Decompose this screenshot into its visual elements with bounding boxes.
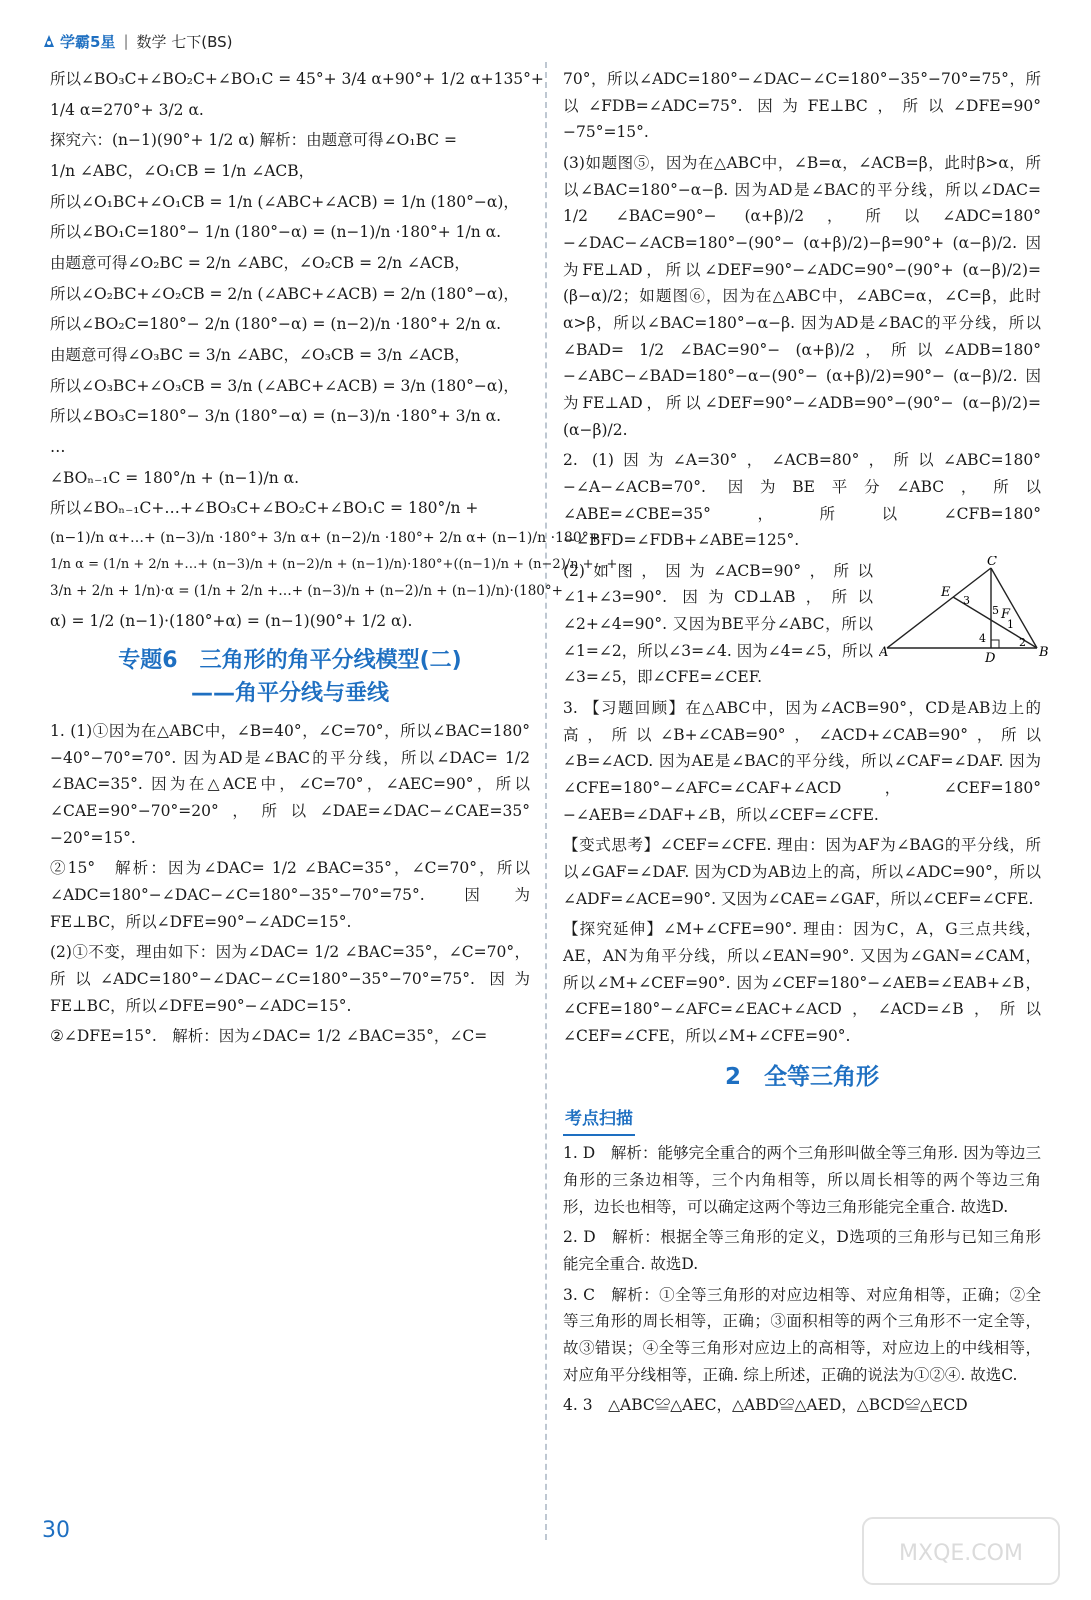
text-line: α) = 1/2 (n−1)·(180°+α) = (n−1)(90°+ 1/2 α). bbox=[50, 611, 413, 630]
text-line: … bbox=[50, 437, 66, 456]
text-line: 所以∠BO₃C+∠BO₂C+∠BO₁C = 45°+ 3/4 α+90°+ 1/2 α+135°+ bbox=[50, 70, 544, 88]
text-line: 1/n α = (1/n + 2/n +…+ (n−3)/n + (n−2)/n + (n−1)/n)·180°+((n−1)/n + (n−2)/n +…+ bbox=[50, 556, 618, 572]
paragraph: 1. D 解析：能够完全重合的两个三角形叫做全等三角形. 因为等边三角形的三条边相等，三个内角相等，所以周长相等的两个等边三角形，边长也相等，可以确定这两个等边三角形能完全重合. 故选D. bbox=[563, 1144, 1041, 1216]
text-line: 所以∠O₃BC+∠O₃CB = 3/n (∠ABC+∠ACB) = 3/n (180°−α)， bbox=[50, 376, 519, 395]
header-separator: | bbox=[123, 32, 129, 50]
figure-label: 1 bbox=[1007, 617, 1014, 631]
brand-name: 学霸5星 bbox=[60, 32, 116, 51]
figure-label: F bbox=[1001, 606, 1011, 622]
figure-label: C bbox=[987, 555, 997, 569]
figure-label: A bbox=[879, 644, 889, 660]
text-line: 所以∠BO₃C=180°− 3/n (180°−α) = (n−3)/n ·180°+ 3/n α. bbox=[50, 407, 502, 426]
figure-label: B bbox=[1039, 644, 1049, 660]
figure-label: 5 bbox=[992, 603, 999, 617]
text-line: 由题意可得∠O₃BC = 3/n ∠ABC，∠O₃CB = 3/n ∠ACB， bbox=[50, 345, 470, 364]
section-heading: 2 全等三角形 bbox=[724, 1063, 879, 1090]
breadcrumb: 数学 七下(BS) bbox=[136, 32, 233, 51]
column-divider bbox=[545, 62, 547, 1540]
text-line: 所以∠O₁BC+∠O₁CB = 1/n (∠ABC+∠ACB) = 1/n (180°−α)， bbox=[50, 192, 519, 211]
paragraph: 70°，所以∠ADC=180°−∠DAC−∠C=180°−35°−70°=75°，所以∠FDB=∠ADC=75°. 因为FE⊥BC，所以∠DFE=90°−75°=15°. bbox=[563, 70, 1041, 142]
paragraph: 1. (1)①因为在△ABC中，∠B=40°，∠C=70°，所以∠BAC=180°−40°−70°=70°. 因为AD是∠BAC的平分线，所以∠DAC= 1/2 ∠BAC=35°. 因为在△ACE中，∠C=70°，∠AEC=90°，所以∠CAE=90°−70°=20°，所以∠DAE=∠DAC−∠CAE=35°−20°=15°. bbox=[50, 722, 530, 847]
brand-logo-icon bbox=[42, 33, 56, 49]
section-subtitle: ——角平分线与垂线 bbox=[190, 681, 389, 707]
paragraph: (2)①不变，理由如下：因为∠DAC= 1/2 ∠BAC=35°，∠C=70°，所以∠ADC=180°−∠DAC−∠C=180°−35°−70°=75°. 因为FE⊥BC，所以∠DFE=90°−∠ADC=15°. bbox=[50, 943, 530, 1015]
text-line: 1/n ∠ABC，∠O₁CB = 1/n ∠ACB， bbox=[50, 161, 315, 180]
left-column bbox=[50, 66, 618, 1054]
watermark bbox=[861, 1516, 1061, 1586]
figure-label: 2 bbox=[1019, 635, 1026, 649]
paragraph: 3. C 解析：①全等三角形的对应边相等、对应角相等，正确；②全等三角形的周长相等，正确；③面积相等的两个三角形不一定全等，故③错误；④全等三角形对应边上的高相等，对应边上的中线相等，对应角平分线相等，正确. 综上所述，正确的说法为①②④. 故选C. bbox=[563, 1285, 1041, 1384]
text-line: 探究六：(n−1)(90°+ 1/2 α) 解析：由题意可得∠O₁BC = bbox=[50, 131, 458, 150]
kaodian-heading: 考点扫描 bbox=[563, 1105, 635, 1136]
brand bbox=[42, 31, 115, 52]
text-line: ∠BOₙ₋₁C = 180°/n + (n−1)/n α. bbox=[50, 468, 300, 487]
paragraph: (3)如题图⑤，因为在△ABC中，∠B=α，∠ACB=β，此时β>α，所以∠BAC=180°−α−β. 因为AD是∠BAC的平分线，所以∠DAC= 1/2 ∠BAC=90°− (α+β)/2，所以∠ADC=180°−∠DAC−∠ACB=180°−(90°− (α+β)/2)−β=90°+ (α−β)/2. 因为FE⊥AD，所以∠DEF=90°−∠ADC=90°−(90°+ (α−β)/2)= (β−α)/2；如题图⑥，因为在△ABC中，∠ABC=α，∠C=β，此时α>β，所以∠BAC=180°−α−β. 因为AD是∠BAC的平分线，所以∠BAD= 1/2 ∠BAC=90°− (α+β)/2，所以∠ADB=180°−∠ABC−∠BAD=180°−α−(90°− (α+β)/2)=90°− (α−β)/2. 因为FE⊥AD，所以∠DEF=90°−∠ADB=90°−(90°− (α−β)/2)= (α−β)/2. bbox=[563, 153, 1041, 439]
paragraph: ②∠DFE=15°. 解析：因为∠DAC= 1/2 ∠BAC=35°，∠C= bbox=[50, 1027, 488, 1046]
paragraph: 【变式思考】∠CEF=∠CFE. 理由：因为AF为∠BAG的平分线，所以∠GAF=∠DAF. 因为CD为AB边上的高，所以∠ADC=90°，所以∠ADF=∠ACE=90°. 又因为∠CAE=∠GAF，所以∠CEF=∠CFE. bbox=[563, 836, 1041, 908]
figure-label: 3 bbox=[963, 593, 970, 607]
paragraph: ②15° 解析：因为∠DAC= 1/2 ∠BAC=35°，∠C=70°，所以∠ADC=180°−∠DAC−∠C=180°−35°−70°=75°. 因为FE⊥BC，所以∠DFE=90°−∠ADC=15°. bbox=[50, 859, 530, 931]
paragraph: 2. (1)因为∠A=30°，∠ACB=80°，所以∠ABC=180°−∠A−∠ACB=70°. 因为BE平分∠ABC，所以∠ABE=∠CBE=35°，所以∠CFB=180°−∠BFD=∠FDB+∠ABE=125°. bbox=[563, 451, 1041, 550]
figure-label: E bbox=[941, 584, 951, 600]
text-line: 所以∠BO₂C=180°− 2/n (180°−α) = (n−2)/n ·180°+ 2/n α. bbox=[50, 315, 502, 334]
section-title bbox=[50, 644, 530, 710]
text-line: 1/4 α=270°+ 3/2 α. bbox=[50, 100, 204, 119]
figure-label: 4 bbox=[979, 631, 986, 645]
page-header bbox=[42, 28, 233, 54]
text-line: 所以∠BO₁C=180°− 1/n (180°−α) = (n−1)/n ·180°+ 1/n α. bbox=[50, 223, 502, 242]
right-column bbox=[563, 66, 1049, 1423]
figure-label: D bbox=[985, 650, 996, 666]
text-line: 所以∠O₂BC+∠O₂CB = 2/n (∠ABC+∠ACB) = 2/n (180°−α)， bbox=[50, 284, 519, 303]
text-line: (n−1)/n α+…+ (n−3)/n ·180°+ 3/n α+ (n−2)/n ·180°+ 2/n α+ (n−1)/n ·180°+ bbox=[50, 529, 601, 546]
text-line: 由题意可得∠O₂BC = 2/n ∠ABC，∠O₂CB = 2/n ∠ACB， bbox=[50, 253, 470, 272]
paragraph: (2)如图，因为∠ACB=90°，所以∠1+∠3=90°. 因为CD⊥AB，所以∠2+∠4=90°. 又因为BE平分∠ABC，所以∠1=∠2，所以∠3=∠4. 因为∠4=∠5，所以∠3=∠5，即∠CFE=∠CEF. bbox=[563, 561, 873, 687]
paragraph: 3. 【习题回顾】在△ABC中，因为∠ACB=90°，CD是AB边上的高，所以∠B+∠CAB=90°，∠ACD+∠CAB=90°，所以∠B=∠ACD. 因为AE是∠BAC的平分线，所以∠CAF=∠DAF. 因为∠CFE=180°−∠AFC=∠CAF+∠ACD，∠CEF=180°−∠AEB=∠DAF+∠B，所以∠CEF=∠CFE. bbox=[563, 699, 1041, 824]
paragraph: 【探究延伸】∠M+∠CFE=90°. 理由：因为C，A，G三点共线，AE，AN为角平分线，所以∠EAN=90°. 又因为∠GAN=∠CAM，所以∠M+∠CEF=90°. 因为∠CEF=180°−∠AEB=∠EAB+∠B，∠CFE=180°−∠AFC=∠EAC+∠ACD，∠ACD=∠B，所以∠CEF=∠CFE，所以∠M+∠CFE=90°. bbox=[563, 920, 1041, 1045]
text-line: 3/n + 2/n + 1/n)·α = (1/n + 2/n +…+ (n−3)/n + (n−2)/n + (n−1)/n)·(180°+ bbox=[50, 583, 563, 600]
watermark-text: MXQE.COM bbox=[899, 1541, 1023, 1566]
paragraph: 4. 3 △ABC≌△AEC，△ABD≌△AED，△BCD≌△ECD bbox=[563, 1396, 968, 1415]
triangle-figure bbox=[879, 556, 1049, 666]
page-number: 30 bbox=[42, 1518, 70, 1543]
paragraph: 2. D 解析：根据全等三角形的定义，D选项的三角形与已知三角形能完全重合. 故选D. bbox=[563, 1228, 1041, 1274]
text-line: 所以∠BOₙ₋₁C+…+∠BO₃C+∠BO₂C+∠BO₁C = 180°/n + bbox=[50, 499, 479, 518]
section-title-main: 专题6 三角形的角平分线模型(二) bbox=[118, 648, 462, 674]
